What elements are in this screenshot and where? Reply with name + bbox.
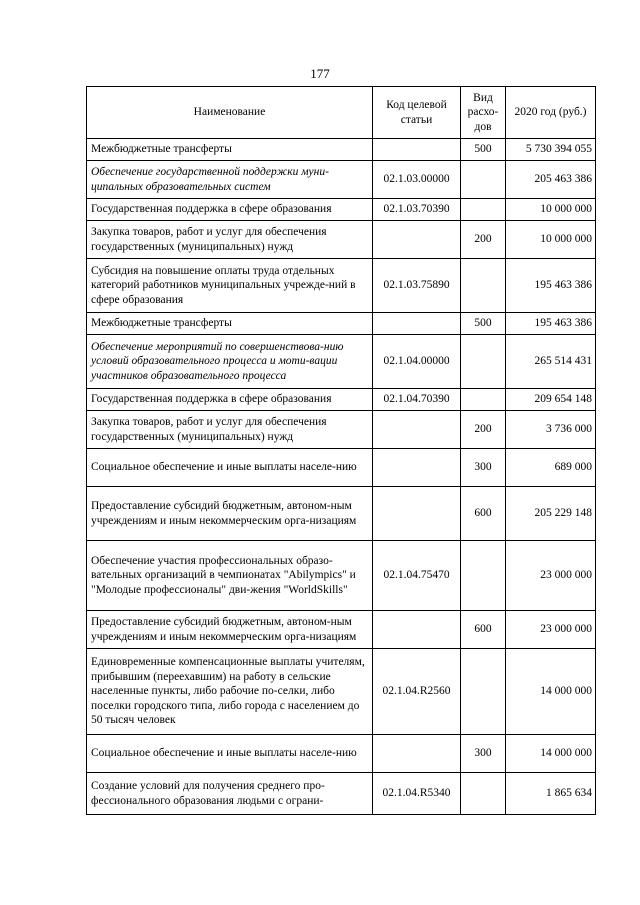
column-header-name: Наименование	[87, 87, 373, 139]
table-row	[87, 487, 596, 541]
cell-type: 600	[461, 611, 506, 649]
cell-name: Обеспечение мероприятий по совершенствова-нию условий образовательного процесса и моти-вации участников образовательного процесса	[87, 335, 373, 389]
cell-code: 02.1.03.75890	[373, 259, 461, 313]
cell-code	[373, 139, 461, 161]
table-header-row	[87, 87, 596, 139]
cell-code: 02.1.04.75470	[373, 541, 461, 611]
table-row	[87, 649, 596, 735]
cell-type: 200	[461, 221, 506, 259]
cell-name: Государственная поддержка в сфере образования	[87, 199, 373, 221]
cell-amount: 10 000 000	[506, 199, 596, 221]
table-row	[87, 449, 596, 487]
cell-amount: 209 654 148	[506, 389, 596, 411]
page-number: 177	[310, 66, 330, 81]
cell-name: Предоставление субсидий бюджетным, автоном-ным учреждениям и иным некоммерческим орга-низациям	[87, 611, 373, 649]
column-header-amount: 2020 год (руб.)	[506, 87, 596, 139]
cell-type	[461, 259, 506, 313]
cell-amount: 265 514 431	[506, 335, 596, 389]
cell-name: Межбюджетные трансферты	[87, 139, 373, 161]
cell-type: 500	[461, 313, 506, 335]
table-row	[87, 161, 596, 199]
cell-amount: 195 463 386	[506, 259, 596, 313]
cell-code	[373, 221, 461, 259]
cell-name: Единовременные компенсационные выплаты учителям, прибывшим (переехавшим) на работу в сельские населенные пункты, либо рабочие по-селки, либо поселки городского типа, либо города с населением до 50 тысяч человек	[87, 649, 373, 735]
cell-code: 02.1.04.R5340	[373, 773, 461, 815]
table-row	[87, 221, 596, 259]
cell-type: 600	[461, 487, 506, 541]
cell-amount: 10 000 000	[506, 221, 596, 259]
cell-name: Обеспечение государственной поддержки муни-ципальных образовательных систем	[87, 161, 373, 199]
cell-code: 02.1.04.00000	[373, 335, 461, 389]
table-row	[87, 139, 596, 161]
cell-type: 300	[461, 735, 506, 773]
cell-type	[461, 199, 506, 221]
cell-type: 200	[461, 411, 506, 449]
cell-amount: 205 229 148	[506, 487, 596, 541]
cell-type	[461, 773, 506, 815]
cell-type	[461, 541, 506, 611]
cell-name: Закупка товаров, работ и услуг для обеспечения государственных (муниципальных) нужд	[87, 221, 373, 259]
cell-code: 02.1.04.70390	[373, 389, 461, 411]
cell-code	[373, 313, 461, 335]
cell-amount: 14 000 000	[506, 735, 596, 773]
cell-amount: 195 463 386	[506, 313, 596, 335]
budget-table	[86, 86, 596, 815]
table-row	[87, 313, 596, 335]
table-row	[87, 259, 596, 313]
cell-code	[373, 735, 461, 773]
cell-code: 02.1.03.00000	[373, 161, 461, 199]
table-row	[87, 735, 596, 773]
cell-amount: 14 000 000	[506, 649, 596, 735]
table-row	[87, 335, 596, 389]
cell-amount: 5 730 394 055	[506, 139, 596, 161]
cell-amount: 689 000	[506, 449, 596, 487]
column-header-type: Вид расхо-дов	[461, 87, 506, 139]
cell-amount: 205 463 386	[506, 161, 596, 199]
cell-name: Предоставление субсидий бюджетным, автоном-ным учреждениям и иным некоммерческим орга-низациям	[87, 487, 373, 541]
cell-name: Субсидия на повышение оплаты труда отдельных категорий работников муниципальных учрежде-ний в сфере образования	[87, 259, 373, 313]
cell-amount: 23 000 000	[506, 611, 596, 649]
cell-amount: 1 865 634	[506, 773, 596, 815]
cell-type: 500	[461, 139, 506, 161]
cell-type	[461, 389, 506, 411]
cell-type: 300	[461, 449, 506, 487]
table-row	[87, 411, 596, 449]
table-row	[87, 611, 596, 649]
cell-amount: 23 000 000	[506, 541, 596, 611]
cell-code: 02.1.04.R2560	[373, 649, 461, 735]
cell-type	[461, 161, 506, 199]
cell-code	[373, 449, 461, 487]
cell-name: Межбюджетные трансферты	[87, 313, 373, 335]
cell-code	[373, 487, 461, 541]
table-row	[87, 541, 596, 611]
cell-name: Обеспечение участия профессиональных образо-вательных организаций в чемпионатах "Abilympics" и "Молодые профессионалы" дви-жения "WorldSkills"	[87, 541, 373, 611]
table-row	[87, 199, 596, 221]
table-row	[87, 773, 596, 815]
cell-name: Закупка товаров, работ и услуг для обеспечения государственных (муниципальных) нужд	[87, 411, 373, 449]
cell-name: Государственная поддержка в сфере образования	[87, 389, 373, 411]
table-body	[87, 139, 596, 815]
cell-name: Социальное обеспечение и иные выплаты населе-нию	[87, 449, 373, 487]
cell-code: 02.1.03.70390	[373, 199, 461, 221]
cell-name: Создание условий для получения среднего про-фессионального образования людьми с ограни-	[87, 773, 373, 815]
cell-type	[461, 335, 506, 389]
table-row	[87, 389, 596, 411]
cell-code	[373, 411, 461, 449]
cell-name: Социальное обеспечение и иные выплаты населе-нию	[87, 735, 373, 773]
cell-type	[461, 649, 506, 735]
column-header-code: Код целевой статьи	[373, 87, 461, 139]
cell-code	[373, 611, 461, 649]
cell-amount: 3 736 000	[506, 411, 596, 449]
